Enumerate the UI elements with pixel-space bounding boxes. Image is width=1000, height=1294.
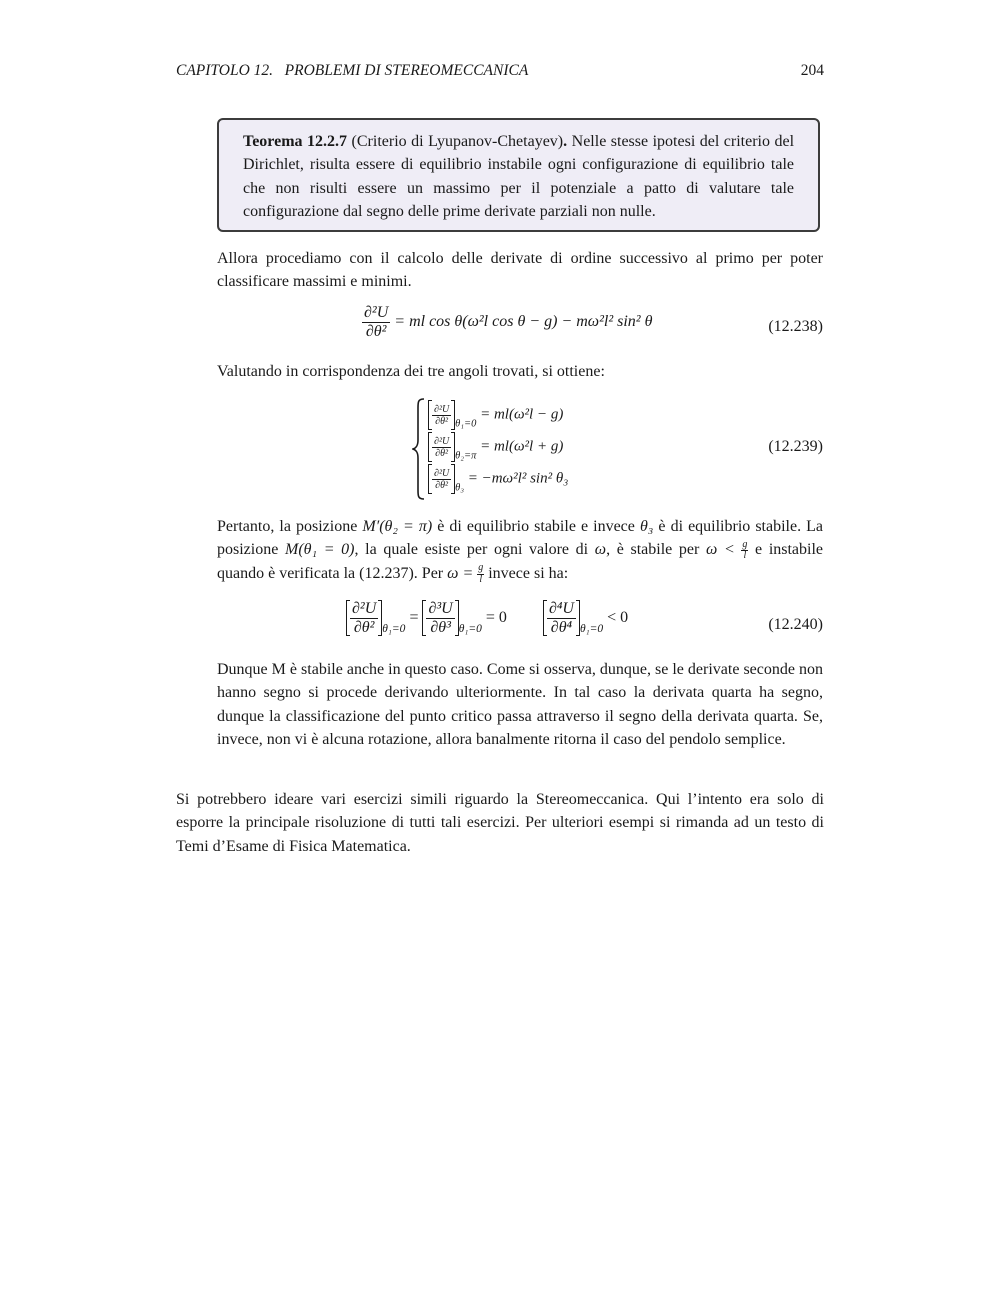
term-subscript: θ₁=0	[579, 622, 604, 635]
row-fraction-denominator: ∂θ²	[435, 447, 449, 459]
theorem-name: (Criterio di Lyupanov-Chetayev)	[351, 133, 564, 150]
fraction-denominator: ∂θ⁴	[550, 618, 573, 636]
equation-number-238: (12.238)	[768, 318, 823, 335]
chapter-title: CAPITOLO 12. PROBLEMI DI STEREOMECCANICA	[176, 62, 529, 79]
fraction-numerator: ∂³U	[428, 600, 453, 617]
fraction-numerator: ∂²U	[364, 304, 389, 321]
text-run: è di equilibrio stabile. La posizione	[217, 518, 824, 559]
paragraph-evaluation-intro: Valutando in corrispondenza dei tre angoli trovati, si ottiene:	[217, 363, 605, 380]
row-fraction	[432, 468, 451, 491]
second-derivative-fraction	[362, 304, 390, 340]
theorem-box	[217, 118, 820, 232]
row-subscript: θ₃	[455, 482, 464, 494]
system-row-theta2	[428, 432, 563, 462]
inline-fraction-denominator: l	[479, 573, 483, 585]
page-number: 204	[800, 62, 824, 79]
row-subscript: θ₁=0	[455, 418, 477, 430]
second-derivative-fraction	[350, 600, 378, 636]
fourth-derivative-fraction	[547, 600, 576, 636]
paragraph-stability	[217, 515, 823, 585]
inline-math: M′(θ₂ = π)	[362, 518, 433, 535]
system-row-theta3	[428, 464, 568, 494]
row-fraction-numerator: ∂²U	[434, 403, 450, 415]
equation-rhs: = ml cos θ(ω²l cos θ − g) − mω²l² sin² θ	[390, 312, 653, 330]
equals-sign: =	[405, 608, 423, 626]
paragraph-derivatives-intro: Allora procediamo con il calcolo delle derivate di ordine successivo al primo per poter classificare massimi e minimi.	[217, 250, 823, 291]
fraction-numerator: ∂²U	[352, 600, 377, 617]
inline-fraction-numerator: g	[742, 538, 748, 550]
system-row-theta1	[428, 400, 563, 430]
row-rhs: = ml(ω²l + g)	[476, 438, 564, 455]
text-run: e instabile quando è verificata la (12.237). Per	[217, 541, 824, 582]
row-fraction-numerator: ∂²U	[434, 435, 450, 447]
term-tail: = 0	[481, 608, 507, 626]
row-fraction-denominator: ∂θ²	[435, 479, 449, 491]
row-subscript: θ₂=π	[455, 450, 477, 462]
inline-math: ω	[594, 541, 607, 559]
text-run: , è stabile per	[606, 541, 706, 559]
row-rhs: = ml(ω²l − g)	[476, 406, 564, 423]
term-subscript: θ₁=0	[382, 622, 406, 635]
equation-12-240	[346, 600, 628, 636]
row-fraction	[432, 436, 451, 459]
row-fraction	[432, 404, 451, 427]
theorem-text	[243, 130, 794, 224]
term-tail: < 0	[603, 608, 629, 626]
paragraph-closing: Si potrebbero ideare vari esercizi simili riguardo la Stereomeccanica. Qui l’intento era solo di esporre la principale risoluzione di tutti tali esercizi. Per ulteriori esempi si rimanda ad un testo di Temi d’Esame di Fisica Matematica.	[176, 791, 824, 855]
running-head	[176, 62, 824, 80]
inline-fraction-denominator: l	[743, 550, 747, 562]
text-run: invece si ha:	[484, 564, 569, 582]
theorem-label: Teorema 12.2.7	[243, 133, 348, 150]
equation-number-240: (12.240)	[768, 616, 823, 633]
term-subscript: θ₁=0	[458, 622, 482, 635]
fraction-denominator: ∂θ²	[353, 618, 375, 636]
theorem-period: .	[563, 133, 568, 150]
fraction-denominator: ∂θ²	[365, 322, 387, 340]
fraction-denominator: ∂θ³	[430, 618, 451, 636]
left-brace-icon	[412, 398, 426, 500]
text-run: è di equilibrio stabile e invece	[432, 518, 640, 535]
inline-math: ω =	[447, 564, 478, 582]
equation-12-238	[362, 304, 652, 340]
inline-math: ω <	[706, 541, 742, 559]
row-fraction-numerator: ∂²U	[434, 467, 450, 479]
text-run: Pertanto, la posizione	[217, 518, 363, 535]
third-derivative-fraction	[426, 600, 454, 636]
theorem-body: Nelle stesse ipotesi del criterio del Dirichlet, risulta essere di equilibrio instabile ogni configurazione di equilibrio tale che non risulti essere un massimo per il potenziale a patto di valutare tale configurazione dal segno delle prime derivate parziali non nulle.	[243, 133, 795, 221]
equation-number-239: (12.239)	[768, 438, 823, 455]
paragraph-fourth-derivative: Dunque M è stabile anche in questo caso. Come si osserva, dunque, se le derivate seconde non hanno segno si procede derivando ulteriormente. In tal caso la derivata quarta ha segno, dunque la classificazione del punto critico passa attraverso il segno della derivata quarta. Se, invece, non vi è alcuna rotazione, allora banalmente ritorna il caso del pendolo semplice.	[217, 661, 823, 749]
inline-math: M(θ₁ = 0)	[284, 541, 355, 559]
row-rhs: = −mω²l² sin² θ₃	[463, 470, 569, 487]
inline-fraction-numerator: g	[478, 562, 484, 574]
inline-math: θ₃	[639, 518, 654, 535]
fraction-numerator: ∂⁴U	[548, 600, 574, 617]
row-fraction-denominator: ∂θ²	[435, 415, 449, 427]
text-run: , la quale esiste per ogni valore di	[354, 541, 595, 559]
